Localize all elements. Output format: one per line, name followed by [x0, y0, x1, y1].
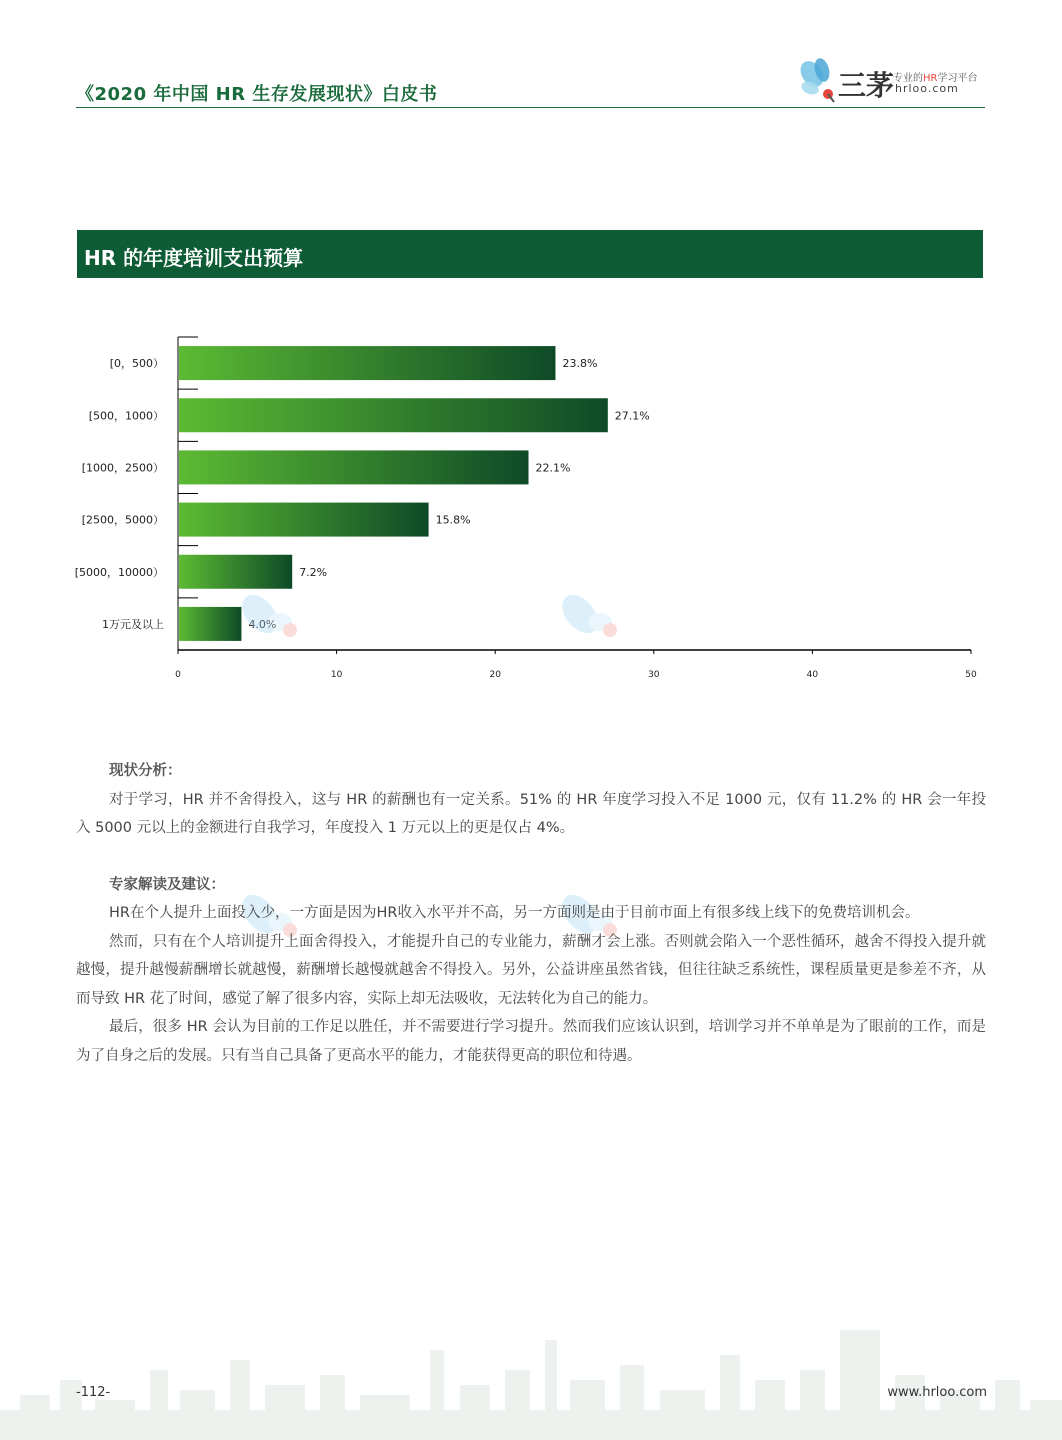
data-label: 23.8% — [562, 357, 598, 371]
data-label: 22.1% — [535, 461, 571, 475]
data-label: 7.2% — [299, 565, 328, 579]
x-tick-label: 50 — [965, 670, 977, 680]
hrloo-logo — [798, 58, 988, 106]
category-label: [2500，5000） — [81, 513, 164, 527]
expert-heading: 专家解读及建议： — [109, 876, 225, 893]
header-divider — [76, 107, 985, 108]
expert-paragraph-2: 然而，只有在个人培训提升上面舍得投入，才能提升自己的专业能力，薪酬才会上涨。否则就会陷入一个恶性循环，越舍不得投入提升就越慢，提升越慢薪酬增长就越慢，薪酬增长越慢就越舍不得投入。另外，公益讲座虽然省钱，但往往缺乏系统性，课程质量更是参差不齐，从而导致 HR 花了时间，感觉了解了很多内容，实际上却无法吸收，无法转化为自己的能力。 — [76, 933, 986, 1007]
bar-chart — [0, 300, 1062, 700]
expert-paragraph-3: 最后，很多 HR 会认为目前的工作足以胜任，并不需要进行学习提升。然而我们应该认识到，培训学习并不单单是为了眼前的工作，而是为了自身之后的发展。只有当自己具备了更高水平的能力，才能获得更高的职位和待遇。 — [76, 1019, 986, 1064]
city-skyline-illustration — [0, 1300, 1062, 1440]
document-title: 《2020 年中国 HR 生存发展现状》白皮书 — [76, 84, 438, 105]
x-tick-label: 0 — [175, 670, 181, 680]
logo-url: hrloo.com — [895, 82, 959, 95]
data-label: 4.0% — [248, 617, 277, 631]
x-tick-label: 10 — [330, 670, 343, 680]
footer-url: www.hrloo.com — [887, 1385, 987, 1400]
bar — [179, 346, 555, 380]
status-paragraph: 对于学习，HR 并不舍得投入，这与 HR 的薪酬也有一定关系。51% 的 HR 年度学习投入不足 1000 元，仅有 11.2% 的 HR 会一年投入 5000 元以上的金额进行自我学习，年度投入 1 万元以上的更是仅占 4%。 — [76, 791, 986, 836]
chart-canvas — [0, 300, 1062, 700]
x-tick-label: 30 — [648, 670, 660, 680]
section-banner — [77, 230, 983, 278]
bar — [179, 555, 292, 589]
x-tick-label: 20 — [489, 670, 501, 680]
category-label: 1万元及以上 — [102, 617, 164, 631]
analysis-section — [76, 757, 986, 1070]
data-label: 27.1% — [614, 409, 650, 423]
logo-slogan: 专业的HR学习平台 — [893, 73, 978, 84]
category-label: [500，1000） — [88, 409, 164, 423]
expert-paragraph-1: HR在个人提升上面投入少，一方面是因为HR收入水平并不高，另一方面则是由于目前市面上有很多线上线下的免费培训机会。 — [109, 905, 920, 921]
category-label: [1000，2500） — [81, 461, 164, 475]
bar — [179, 450, 529, 484]
bar — [179, 607, 241, 641]
x-tick-label: 40 — [806, 670, 819, 680]
status-heading: 现状分析： — [109, 763, 182, 779]
data-label: 15.8% — [435, 513, 471, 527]
page-number: -112- — [76, 1385, 111, 1400]
bar — [179, 398, 608, 432]
section-title: HR 的年度培训支出预算 — [84, 246, 304, 270]
bar — [179, 503, 429, 537]
logo-name: 三茅 — [838, 69, 895, 102]
category-label: [0，500） — [109, 357, 164, 371]
category-label: [5000，10000） — [74, 565, 164, 579]
